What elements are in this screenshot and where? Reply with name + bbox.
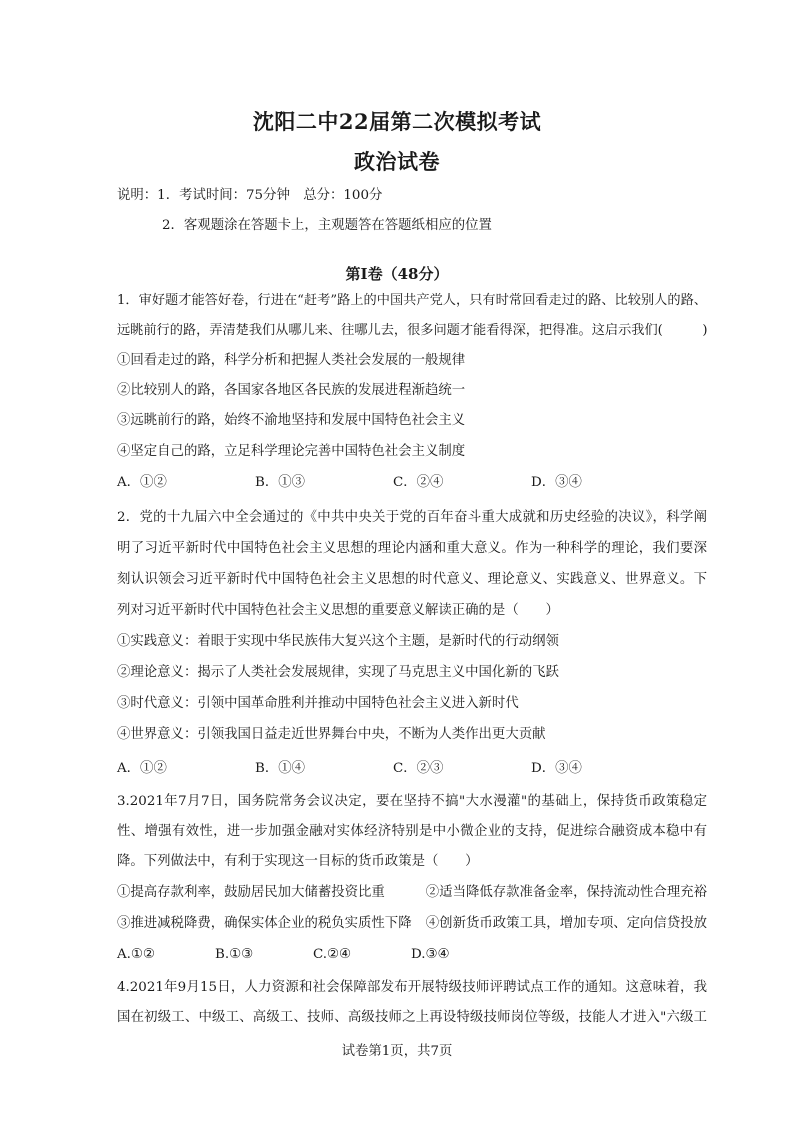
q3-stem-line-1: 3.2021年7月7日，国务院常务会议决定，要在坚持不搞"大水漫灌"的基础上，保持货币政策稳定	[117, 794, 707, 809]
q2-item-3: ③时代意义：引领中国革命胜利并推动中国特色社会主义进入新时代	[117, 696, 519, 711]
section-heading: 第Ⅰ卷（48分）	[345, 265, 449, 283]
q2-item-1: ①实践意义：着眼于实现中华民族伟大复兴这个主题，是新时代的行动纲领	[117, 634, 559, 649]
q2-item-4: ④世界意义：引领我国日益走近世界舞台中央，不断为人类作出更大贡献	[117, 727, 546, 742]
q4-stem-line-2: 国在初级工、中级工、高级工、技师、高级技师之上再设特级技师岗位等级，技能人才进入"六级工	[117, 1010, 707, 1025]
q2-option-b: B．①④	[255, 761, 306, 776]
q3-option-c: C.②④	[313, 947, 352, 962]
q1-option-b: B．①③	[255, 475, 306, 490]
q3-option-d: D.③④	[411, 947, 450, 962]
q2-stem-line-1: 2．党的十九届六中全会通过的《中共中央关于党的百年奋斗重大成就和历史经验的决议》，科学阐	[117, 510, 707, 525]
q2-stem-line-4: 列对习近平新时代中国特色社会主义思想的重要意义解读正确的是（ ）	[117, 603, 559, 618]
q1-stem-line-1: 1．审好题才能答好卷，行进在“赶考”路上的中国共产党人，只有时常回看走过的路、比较别人的路、	[117, 293, 707, 308]
q2-stem-line-2: 明了习近平新时代中国特色社会主义思想的理论内涵和重大意义。作为一种科学的理论，我们要深	[117, 541, 707, 556]
q1-stem-line-2: 远眺前行的路，弄清楚我们从哪儿来、往哪儿去，很多问题才能看得深，把得准。这启示我们( )	[117, 323, 708, 338]
q3-items-row-2	[117, 915, 707, 933]
q1-option-c: C．②④	[393, 475, 444, 490]
instructions-line-2: 2．客观题涂在答题卡上，主观题答在答题纸相应的位置	[162, 218, 492, 233]
q3-options	[117, 946, 707, 964]
q3-item-4: ④创新货币政策工具，增加专项、定向信贷投放	[425, 916, 707, 931]
page-footer: 试卷第1页，共7页	[341, 1044, 453, 1059]
q3-item-2: ②适当降低存款准备金率，保持流动性合理充裕	[425, 885, 707, 900]
q2-item-2: ②理论意义：揭示了人类社会发展规律，实现了马克思主义中国化新的飞跃	[117, 665, 559, 680]
q1-item-3: ③远眺前行的路，始终不渝地坚持和发展中国特色社会主义	[117, 413, 466, 428]
q4-stem-line-1: 4.2021年9月15日，人力资源和社会保障部发布开展特级技师评聘试点工作的通知。这意味着，我	[117, 980, 707, 995]
q2-stem-line-3: 刻认识领会习近平新时代中国特色社会主义思想的时代意义、理论意义、实践意义、世界意义。下	[117, 572, 707, 587]
q3-item-3: ③推进减税降费，确保实体企业的税负实质性下降	[117, 916, 412, 931]
exam-title: 沈阳二中22届第二次模拟考试	[252, 109, 542, 134]
q3-option-a: A.①②	[117, 947, 155, 962]
q2-option-c: C．②③	[393, 761, 444, 776]
q1-option-a: A．①②	[117, 475, 167, 490]
q1-item-1: ①回看走过的路，科学分析和把握人类社会发展的一般规律	[117, 353, 466, 368]
q2-options	[117, 760, 707, 778]
q1-item-4: ④坚定自己的路，立足科学理论完善中国特色社会主义制度	[117, 444, 466, 459]
q1-options	[117, 474, 707, 492]
q1-item-2: ②比较别人的路，各国家各地区各民族的发展进程渐趋统一	[117, 383, 466, 398]
q3-option-b: B.①③	[215, 947, 254, 962]
q3-items-row-1	[117, 884, 707, 902]
q3-stem-line-3: 降。下列做法中，有利于实现这一目标的货币政策是（ ）	[117, 854, 479, 869]
exam-subtitle: 政治试卷	[354, 149, 440, 174]
q2-option-d: D．③④	[531, 761, 582, 776]
instructions-line-1: 说明：1．考试时间：75分钟 总分：100分	[117, 188, 383, 203]
q1-option-d: D．③④	[531, 475, 582, 490]
q3-item-1: ①提高存款利率，鼓励居民加大储蓄投资比重	[117, 885, 385, 900]
q3-stem-line-2: 性、增强有效性，进一步加强金融对实体经济特别是中小微企业的支持，促进综合融资成本稳中有	[117, 824, 707, 839]
q2-option-a: A．①②	[117, 761, 167, 776]
